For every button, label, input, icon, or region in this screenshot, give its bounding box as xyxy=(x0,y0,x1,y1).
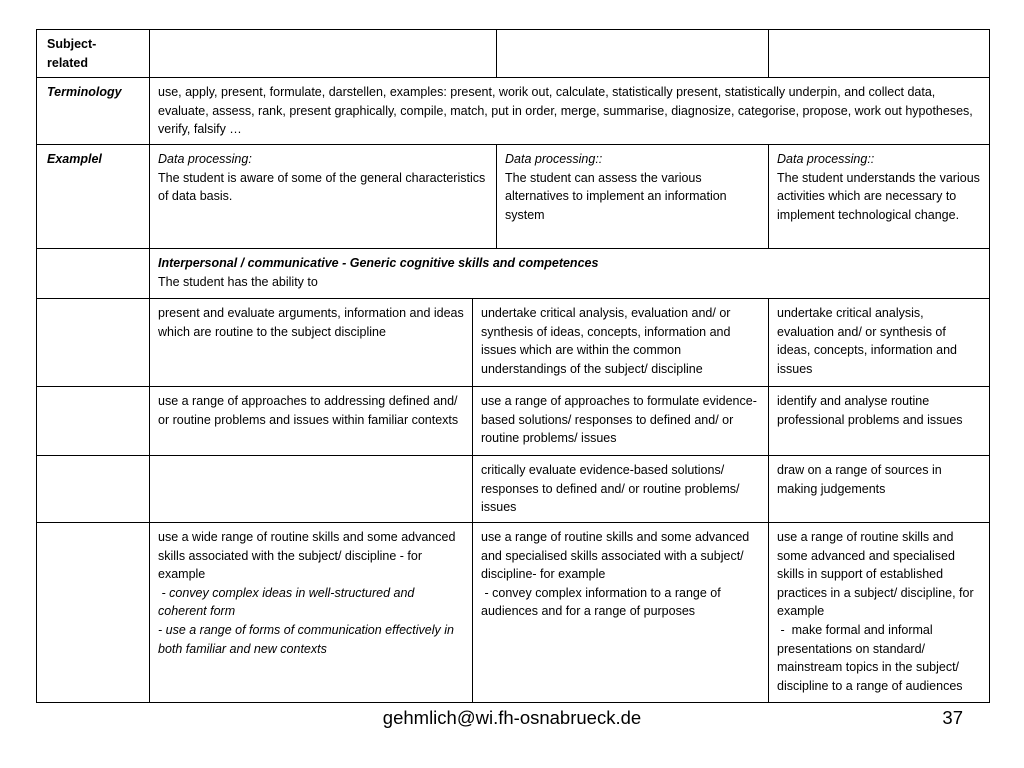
example-cell-1 xyxy=(150,145,497,249)
skills-row-1-empty xyxy=(37,299,150,387)
terminology-label: Terminology xyxy=(47,85,122,99)
skills-row-3 xyxy=(37,456,990,523)
example-label-cell xyxy=(37,145,150,249)
skills-row-1 xyxy=(37,299,990,387)
skills-row-3-empty xyxy=(37,456,150,523)
example-2-text: The student can assess the various alternatives to implement an information system xyxy=(505,170,731,222)
example-2-heading: Data processing:: xyxy=(505,152,603,166)
skills-row-1-col2: undertake critical analysis, evaluation and/ or synthesis of ideas, concepts, information and issues which are within the common understandings of the subject/ discipline xyxy=(473,299,769,387)
skills-row-4-col1 xyxy=(150,523,473,703)
page-number: 37 xyxy=(942,707,963,728)
skills-row-4-col2-example: - convey complex information to a range of audiences and for a range of purposes xyxy=(481,585,725,619)
example-1-heading: Data processing: xyxy=(158,152,252,166)
skills-row-3-col2: critically evaluate evidence-based solutions/ responses to defined and/ or routine problems/ issues xyxy=(473,456,769,523)
skills-row-2 xyxy=(37,387,990,456)
subject-label-cell xyxy=(37,30,150,78)
example-1-text: The student is aware of some of the general characteristics of data basis. xyxy=(158,170,489,204)
example-cell-3 xyxy=(769,145,990,249)
skills-row-4-col3-main: use a range of routine skills and some advanced and specialised skills in support of established practices in a subject/ discipline, for example xyxy=(777,530,978,619)
example-3-text: The student understands the various activities which are necessary to implement technological change. xyxy=(777,170,984,222)
example-row xyxy=(37,145,990,249)
terminology-text: use, apply, present, formulate, darstellen, examples: present, worik out, calculate, statistically present, statistically underpin, and collect data, evaluate, assess, rank, present graphically, compile, match, put in order, merge, summarise, diagnosize, categorise, propose, work out hypotheses, verify, falsify … xyxy=(150,78,990,145)
interpersonal-text: The student has the ability to xyxy=(158,274,318,289)
example-cell-2 xyxy=(497,145,769,249)
interpersonal-empty-label xyxy=(37,249,150,299)
skills-row-4-col2-main: use a range of routine skills and some advanced and specialised skills associated with a subject/ discipline- for example xyxy=(481,530,753,582)
skills-row-4 xyxy=(37,523,990,703)
skills-row-4-empty xyxy=(37,523,150,703)
skills-row-3-col3: draw on a range of sources in making judgements xyxy=(769,456,990,523)
skills-row-4-col3-example: - make formal and informal presentations on standard/ mainstream topics in the subject/ discipline to a range of audiences xyxy=(777,622,963,693)
skills-row-2-col1: use a range of approaches to addressing defined and/ or routine problems and issues within familiar contexts xyxy=(150,387,473,456)
terminology-row xyxy=(37,78,990,145)
subject-label: Subject- related xyxy=(47,37,97,70)
skills-row-2-empty xyxy=(37,387,150,456)
skills-row-4-col1-main: use a wide range of routine skills and some advanced skills associated with the subject/ discipline - for example xyxy=(158,530,459,582)
skills-row-4-col1-example-a: - convey complex ideas in well-structured and coherent form xyxy=(158,585,418,619)
skills-row-3-col1 xyxy=(150,456,473,523)
subject-cell-3 xyxy=(769,30,990,78)
skills-row-4-col3 xyxy=(769,523,990,703)
skills-row-2-col2: use a range of approaches to formulate evidence-based solutions/ responses to defined and/ or routine problems/ issues xyxy=(473,387,769,456)
interpersonal-cell xyxy=(150,249,990,299)
subject-cell-1 xyxy=(150,30,497,78)
skills-row-1-col3: undertake critical analysis, evaluation and/ or synthesis of ideas, concepts, information and issues xyxy=(769,299,990,387)
skills-row-2-col3: identify and analyse routine professional problems and issues xyxy=(769,387,990,456)
skills-row-1-col1: present and evaluate arguments, information and ideas which are routine to the subject discipline xyxy=(150,299,473,387)
example-label: Examplel xyxy=(47,152,102,166)
example-3-heading: Data processing:: xyxy=(777,152,875,166)
terminology-label-cell xyxy=(37,78,150,145)
interpersonal-heading: Interpersonal / communicative - Generic cognitive skills and competences xyxy=(158,256,599,270)
footer-email: gehmlich@wi.fh-osnabrueck.de xyxy=(382,707,642,728)
subject-cell-2 xyxy=(497,30,769,78)
skills-row-4-col2 xyxy=(473,523,769,703)
skills-row-4-col1-example-b: - use a range of forms of communication effectively in both familiar and new contexts xyxy=(158,622,458,656)
interpersonal-row xyxy=(37,249,990,299)
competence-table xyxy=(36,29,990,703)
subject-row xyxy=(37,30,990,78)
